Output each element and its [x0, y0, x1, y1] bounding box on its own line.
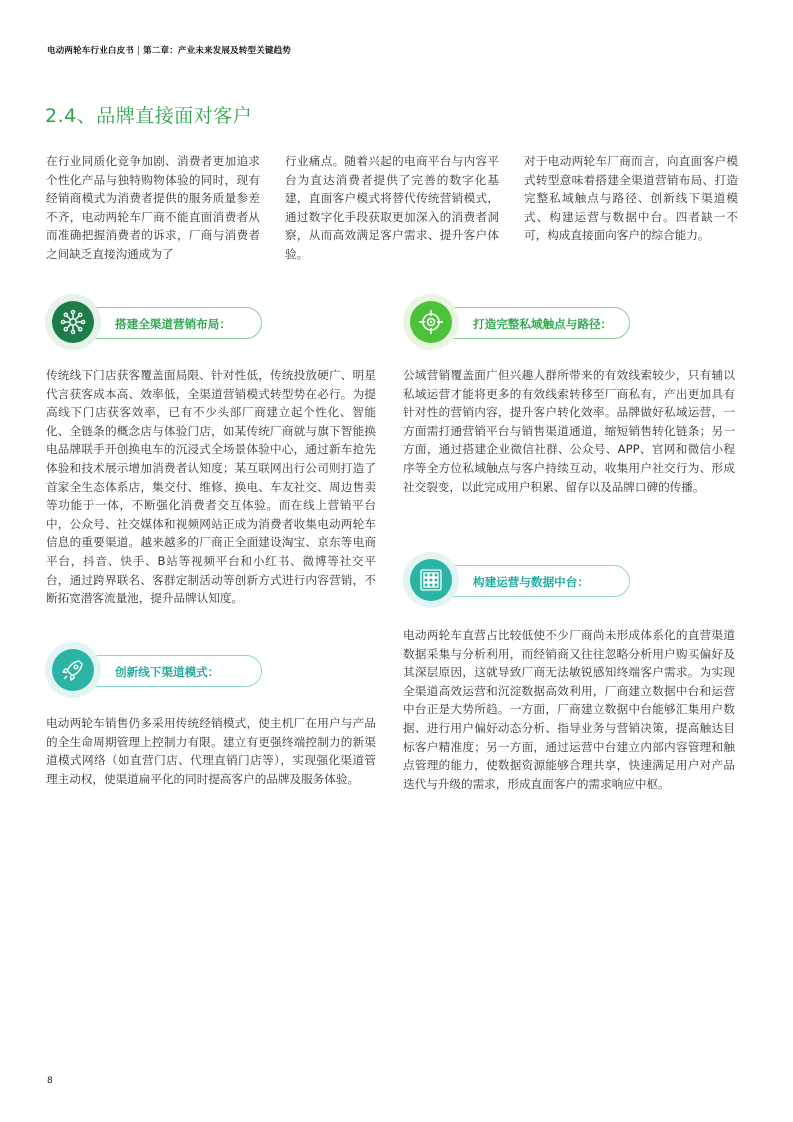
header-separator: |	[137, 46, 141, 56]
private-domain-text: 公域营销覆盖面广但兴趣人群所带来的有效线索较少，只有辅以私域运营才能将更多的有效线索转移至厂商私有，产出更加具有针对性的营销内容，提升客户转化效率。品牌做好私域运营，一方面需打通营销平台与销售渠道通道，缩短销售转化链条；另一方面，通过搭建企业微信社群、公众号、APP、官网和微信小程序等全方位私域触点与客户持续互动，收集用户社交行为、形成社交裂变，以此完成用户积累、留存以及品牌口碑的传播。	[403, 368, 735, 494]
intro-column-2: 行业痛点。随着兴起的电商平台与内容平台为直达消费者提供了完善的数字化基建，直面客户模式将替代传统营销模式，通过数字化手段获取更加深入的消费者洞察，从而高效满足客户需求、提升客户体验。	[285, 154, 499, 261]
omnichannel-label: 搭建全渠道营销布局：	[115, 317, 231, 331]
data-platform-label: 构建运营与数据中台：	[473, 575, 589, 589]
intro-column-1: 在行业同质化竞争加剧、消费者更加追求个性化产品与独特购物体验的同时，现有经销商模式为消费者提供的服务质量参差不齐，电动两轮车厂商不能直面消费者从而准确把握消费者的诉求，厂商与消费者之间缺乏直接沟通成为了	[46, 154, 260, 261]
rocket-icon	[60, 657, 86, 683]
omnichannel-badge	[45, 294, 101, 350]
grid-dashboard-icon	[418, 567, 444, 593]
offline-label: 创新线下渠道模式：	[115, 665, 220, 679]
private-domain-badge	[403, 294, 459, 350]
omnichannel-text: 传统线下门店获客覆盖面局限、针对性低，传统投放硬广、明星代言获客成本高、效率低，全渠道营销模式转型势在必行。为提高线下门店获客效率，已有不少头部厂商建立起个性化、智能化、全链条的概念店与体验门店，如某传统厂商就与旗下智能换电品牌联手开创换电车的沉浸式全场景体验中心，通过新车抢先体验和技术展示增加消费者认知度；某互联网出行公司则打造了首家全生态体系店，集交付、维修、换电、车友社交、周边售卖等功能于一体，不断强化消费者交互体验。而在线上营销平台中，公众号、社交媒体和视频网站正成为消费者收集电动两轮车信息的重要渠道。越来越多的厂商正全面建设淘宝、京东等电商平台，抖音、快手、B站等视频平台和小红书、微博等社交平台，通过跨界联名、客群定制活动等创新方式进行内容营销，不断拓宽潜客流量池，提升品牌认知度。	[46, 368, 376, 606]
running-header	[47, 44, 291, 56]
section-title: 2.4、品牌直接面对客户	[45, 105, 253, 127]
target-icon	[417, 308, 445, 336]
offline-badge	[45, 642, 101, 698]
private-domain-label: 打造完整私域触点与路径：	[473, 317, 613, 331]
data-platform-text: 电动两轮车直营占比较低使不少厂商尚未形成体系化的直营渠道数据采集与分析利用，而经销商又往往忽略分析用户购买偏好及其深层原因，这就导致厂商无法敏锐感知终端客户需求。为实现全渠道高效运营和沉淀数据高效利用，厂商建立数据中台和运营中台正是大势所趋。一方面，厂商建立数据中台能够汇集用户数据、进行用户偏好动态分析、指导业务与营销决策，提高触达目标客户精准度；另一方面，通过运营中台建立内部内容管理和触点管理的能力，使数据资源能够合理共享，快速满足用户对产品迭代与升级的需求，形成直面客户的需求响应中枢。	[403, 628, 735, 791]
network-nodes-icon	[59, 308, 87, 336]
report-title: 电动两轮车行业白皮书	[47, 46, 135, 56]
offline-text: 电动两轮车销售仍多采用传统经销模式，使主机厂在用户与产品的全生命周期管理上控制力有限。建立有更强终端控制力的新渠道模式网络（如直营门店、代理直销门店等），实现强化渠道管理主动权，使渠道扁平化的同时提高客户的品牌及服务体验。	[46, 716, 376, 786]
page-number: 8	[47, 1076, 53, 1086]
chapter-title: 第二章：产业未来发展及转型关键趋势	[143, 46, 291, 56]
intro-column-3: 对于电动两轮车厂商而言，向直面客户模式转型意味着搭建全渠道营销布局、打造完整私域触点与路径、创新线下渠道模式、构建运营与数据中台。四者缺一不可，构成直接面向客户的综合能力。	[524, 154, 738, 243]
data-platform-badge	[403, 552, 459, 608]
